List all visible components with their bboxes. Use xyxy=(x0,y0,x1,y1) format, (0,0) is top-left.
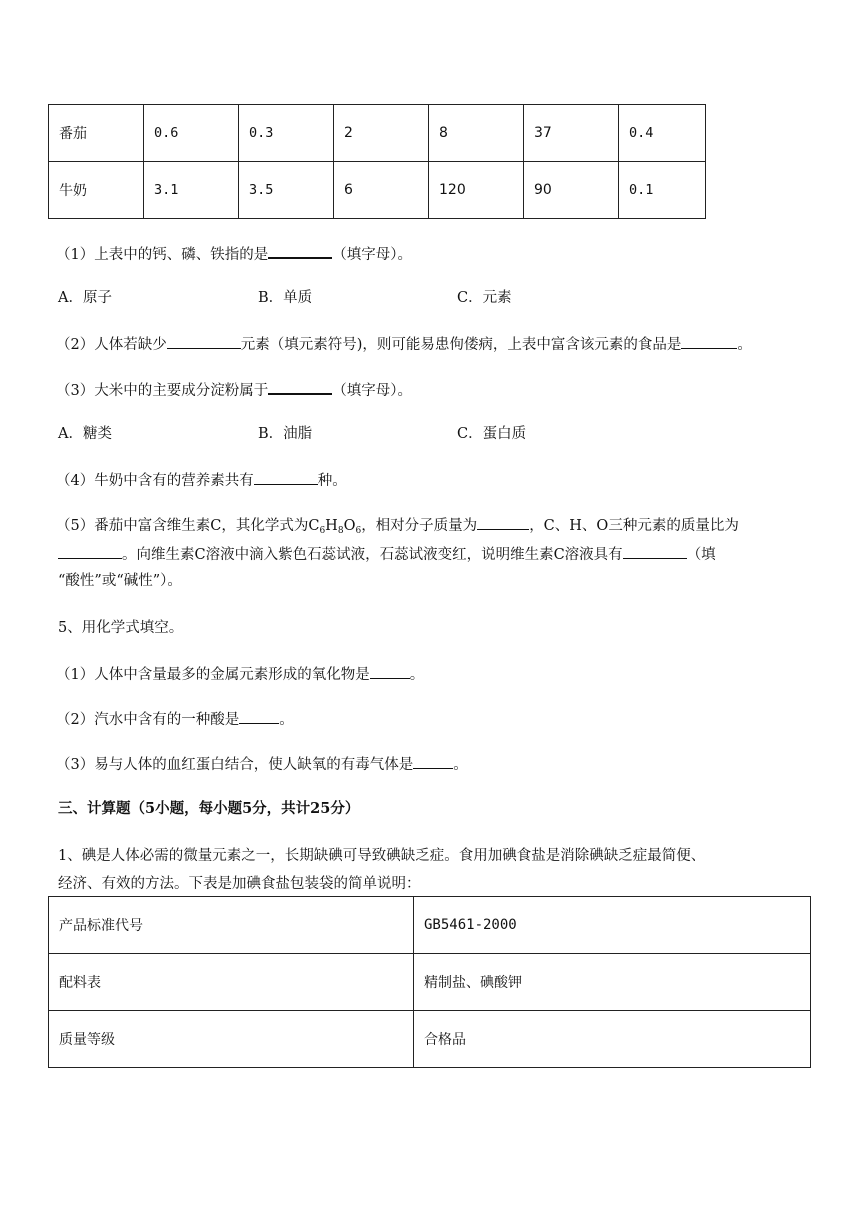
salt-label-table xyxy=(48,896,811,1068)
question-text: （填字母）。 xyxy=(332,383,412,399)
label-cell: 配料表 xyxy=(49,954,414,1011)
table-row xyxy=(49,954,811,1011)
question-text: （5）番茄中富含维生素C，其化学式为 xyxy=(56,518,309,534)
value-cell: 3.5 xyxy=(239,162,334,219)
calc-question-1-line-2: 经济、有效的方法。下表是加碘食盐包装袋的简单说明： xyxy=(58,876,421,892)
question-5-line-2 xyxy=(58,543,716,565)
question-text: （填字母）。 xyxy=(332,247,412,263)
question-text: ，相对分子质量为 xyxy=(361,518,478,534)
fill-item-3 xyxy=(56,753,468,775)
option-c: C．蛋白质 xyxy=(457,426,527,442)
value-cell: 8 xyxy=(429,105,524,162)
question-text: 。 xyxy=(409,667,425,683)
value-cell: 90 xyxy=(524,162,619,219)
question-5-line-3: “酸性”或“碱性”）。 xyxy=(58,573,182,589)
value-cell: 120 xyxy=(429,162,524,219)
answer-blank xyxy=(239,708,279,724)
label-cell: 质量等级 xyxy=(49,1011,414,1068)
fill-item-2 xyxy=(56,708,294,730)
value-cell: GB5461-2000 xyxy=(414,897,811,954)
table-row xyxy=(49,105,706,162)
question-text: （2）汽水中含有的一种酸是 xyxy=(56,712,240,728)
option-c: C．元素 xyxy=(457,290,512,306)
value-cell: 精制盐、碘酸钾 xyxy=(414,954,811,1011)
food-cell: 牛奶 xyxy=(49,162,144,219)
answer-blank xyxy=(623,543,687,559)
answer-blank xyxy=(681,333,737,349)
question-text: 。 xyxy=(453,757,468,773)
question-3 xyxy=(56,378,412,401)
question-2 xyxy=(56,333,752,355)
fill-item-1 xyxy=(56,663,424,685)
question-text: （3）大米中的主要成分淀粉属于 xyxy=(56,383,269,399)
value-cell: 0.4 xyxy=(619,105,706,162)
question-text: （2）人体若缺少 xyxy=(56,337,167,353)
answer-blank xyxy=(58,543,122,559)
value-cell: 合格品 xyxy=(414,1011,811,1068)
value-cell: 0.1 xyxy=(619,162,706,219)
option-a: A．糖类 xyxy=(58,426,112,442)
label-cell: 产品标准代号 xyxy=(49,897,414,954)
question-5-line-1 xyxy=(56,514,739,541)
answer-blank xyxy=(477,514,529,530)
question-text: （3）易与人体的血红蛋白结合，使人缺氧的有毒气体是 xyxy=(56,757,414,773)
question-text: 。向维生素C溶液中滴入紫色石蕊试液，石蕊试液变红，说明维生素C溶液具有 xyxy=(122,547,623,563)
value-cell: 6 xyxy=(334,162,429,219)
question-4 xyxy=(56,469,347,491)
question-text: （填 xyxy=(686,547,716,563)
table-row xyxy=(49,1011,811,1068)
table-row xyxy=(49,162,706,219)
question-text: 种。 xyxy=(317,473,347,489)
question-text: （4）牛奶中含有的营养素共有 xyxy=(56,473,254,489)
value-cell: 0.3 xyxy=(239,105,334,162)
answer-blank xyxy=(413,753,453,769)
value-cell: 2 xyxy=(334,105,429,162)
question-text: 。 xyxy=(279,712,294,728)
question-1 xyxy=(56,242,412,265)
question-text: ，C、H、O三种元素的质量比为 xyxy=(529,518,739,534)
answer-blank xyxy=(370,663,410,679)
question-text: （1）人体中含量最多的金属元素形成的氧化物是 xyxy=(56,667,370,683)
option-a: A．原子 xyxy=(58,290,112,306)
option-b: B．油脂 xyxy=(258,426,313,442)
chemical-formula: $C_6H_8O_6$ xyxy=(308,518,362,536)
value-cell: 37 xyxy=(524,105,619,162)
answer-blank xyxy=(167,333,241,349)
section-title: 三、计算题（5小题，每小题5分，共计25分） xyxy=(58,800,360,817)
value-cell: 3.1 xyxy=(144,162,239,219)
question-text: （1）上表中的钙、磷、铁指的是 xyxy=(56,247,269,263)
question-text: 。 xyxy=(737,337,752,353)
answer-blank xyxy=(254,469,318,485)
calc-question-1-line-1: 1、碘是人体必需的微量元素之一，长期缺碘可导致碘缺乏症。食用加碘食盐是消除碘缺乏症最简便、 xyxy=(58,848,706,864)
food-cell: 番茄 xyxy=(49,105,144,162)
nutrition-table xyxy=(48,104,706,219)
value-cell: 0.6 xyxy=(144,105,239,162)
question-heading: 5、用化学式填空。 xyxy=(58,620,184,636)
answer-blank xyxy=(268,242,332,259)
option-b: B．单质 xyxy=(258,290,313,306)
answer-blank xyxy=(268,378,332,395)
table-row xyxy=(49,897,811,954)
question-text: 元素（填元素符号)，则可能易患佝偻病，上表中富含该元素的食品是 xyxy=(240,337,682,353)
